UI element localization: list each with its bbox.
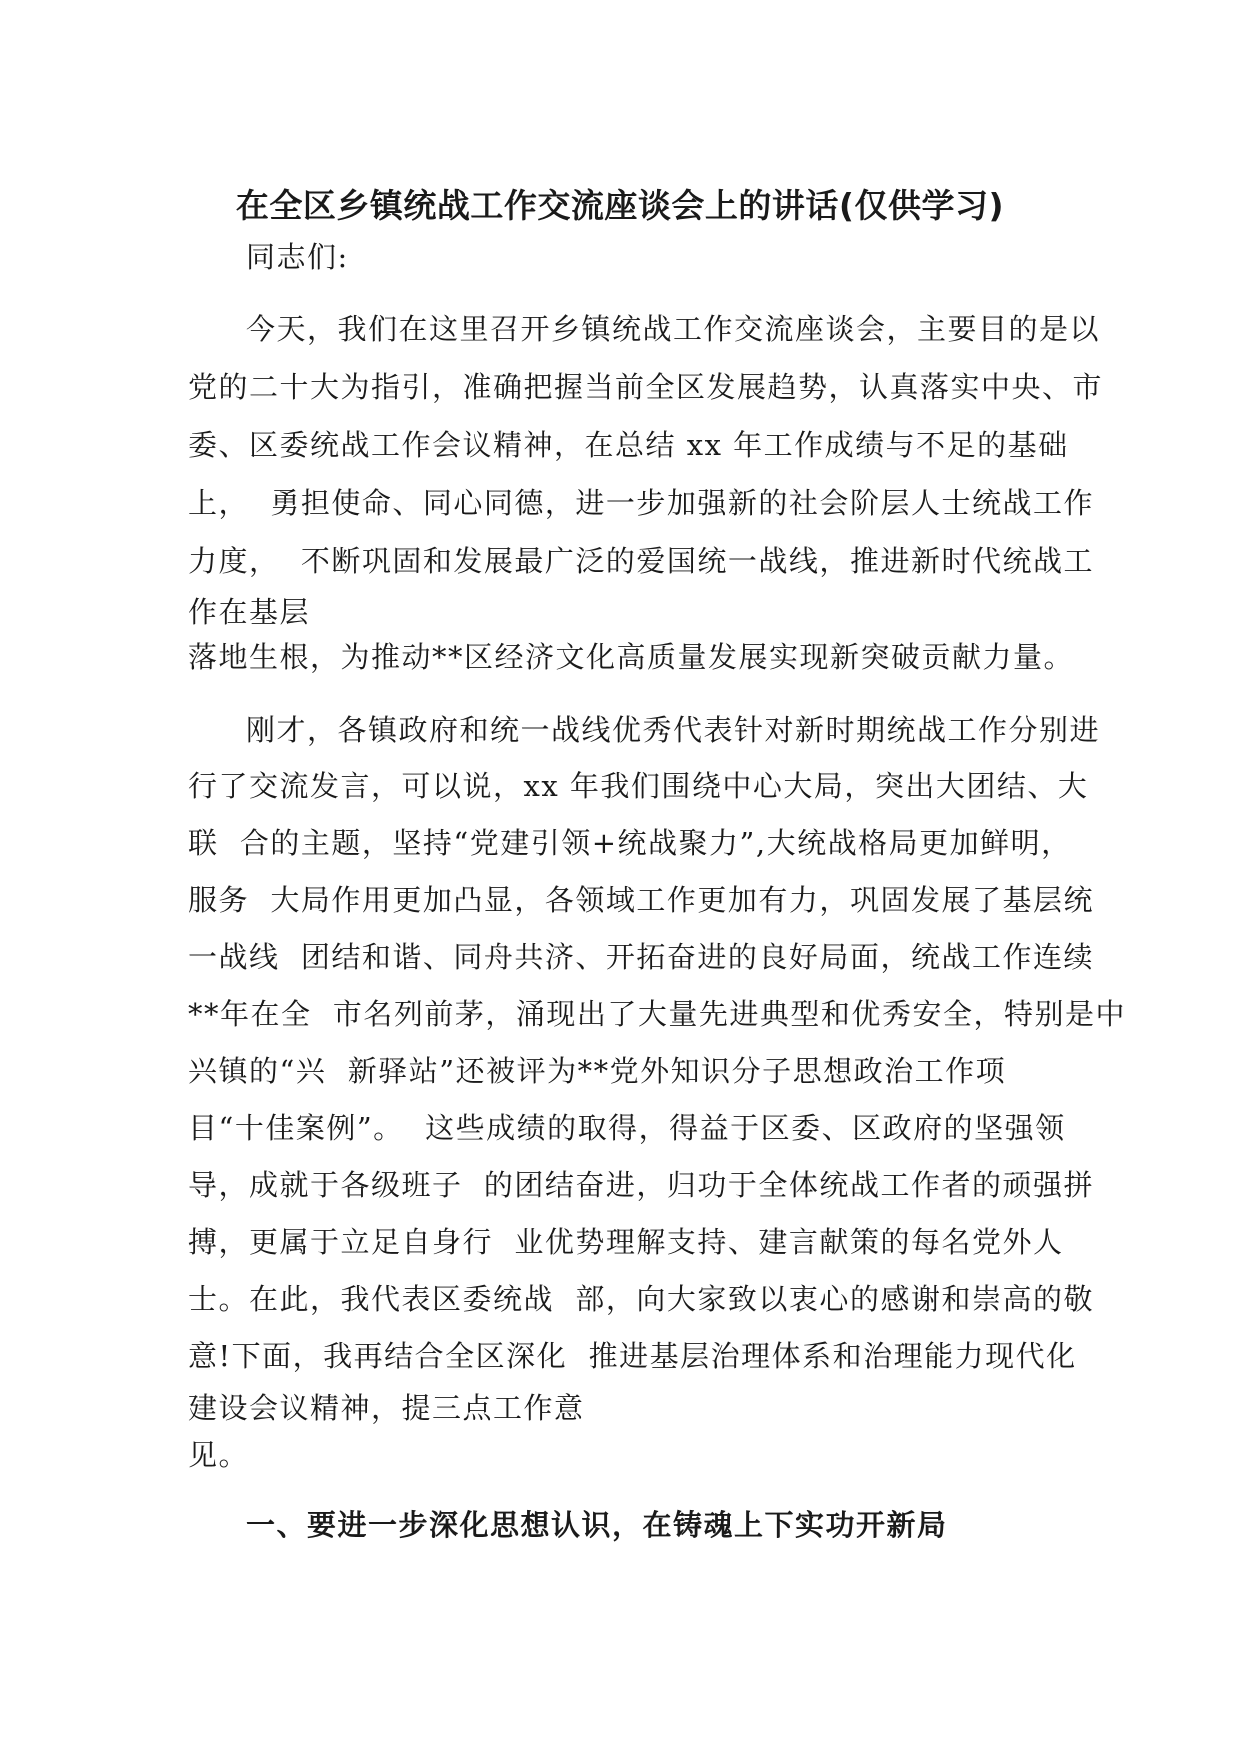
paragraph-line: 行了交流发言，可以说，xx 年我们围绕中心大局，突出大团结、大: [188, 769, 1089, 803]
paragraph-line: 作在基层: [188, 595, 311, 629]
paragraph-line: 上， 勇担使命、同心同德，进一步加强新的社会阶层人士统战工作: [188, 486, 1094, 520]
paragraph-line: 兴镇的“兴 新驿站”还被评为**党外知识分子思想政治工作项: [188, 1054, 1007, 1088]
paragraph-line: 导，成就于各级班子 的团结奋进，归功于全体统战工作者的顽强拼: [188, 1168, 1094, 1202]
paragraph-line: 搏，更属于立足自身行 业优势理解支持、建言献策的每名党外人: [188, 1225, 1064, 1259]
paragraph-line: 建设会议精神，提三点工作意: [188, 1391, 585, 1425]
paragraph-line: 党的二十大为指引，准确把握当前全区发展趋势，认真落实中央、市: [188, 370, 1104, 404]
salutation: 同志们:: [246, 240, 349, 274]
paragraph-line: 目“十佳案例”。 这些成绩的取得，得益于区委、区政府的坚强领: [188, 1111, 1066, 1145]
paragraph-line: 落地生根，为推动**区经济文化高质量发展实现新突破贡献力量。: [188, 640, 1075, 674]
document-title: 在全区乡镇统战工作交流座谈会上的讲话(仅供学习): [235, 186, 1005, 225]
section-heading: 一、要进一步深化思想认识，在铸魂上下实功开新局: [246, 1508, 948, 1542]
paragraph-line: 刚才，各镇政府和统一战线优秀代表针对新时期统战工作分别进: [246, 713, 1101, 747]
paragraph-line: 联 合的主题，坚持“党建引领+统战聚力”,大统战格局更加鲜明，: [188, 826, 1072, 860]
paragraph-line: **年在全 市名列前茅，涌现出了大量先进典型和优秀安全，特别是中: [188, 997, 1126, 1031]
paragraph-line: 意!下面，我再结合全区深化 推进基层治理体系和治理能力现代化: [188, 1339, 1077, 1373]
paragraph-line: 委、区委统战工作会议精神，在总结 xx 年工作成绩与不足的基础: [188, 428, 1069, 462]
paragraph-line: 服务 大局作用更加凸显，各领域工作更加有力，巩固发展了基层统: [188, 883, 1094, 917]
paragraph-line: 今天，我们在这里召开乡镇统战工作交流座谈会，主要目的是以: [246, 312, 1101, 346]
paragraph-line: 见。: [188, 1438, 250, 1472]
paragraph-line: 一战线 团结和谐、同舟共济、开拓奋进的良好局面，统战工作连续: [188, 940, 1094, 974]
paragraph-line: 力度， 不断巩固和发展最广泛的爱国统一战线，推进新时代统战工: [188, 544, 1094, 578]
paragraph-line: 士。在此，我代表区委统战 部，向大家致以衷心的感谢和崇高的敬: [188, 1282, 1094, 1316]
